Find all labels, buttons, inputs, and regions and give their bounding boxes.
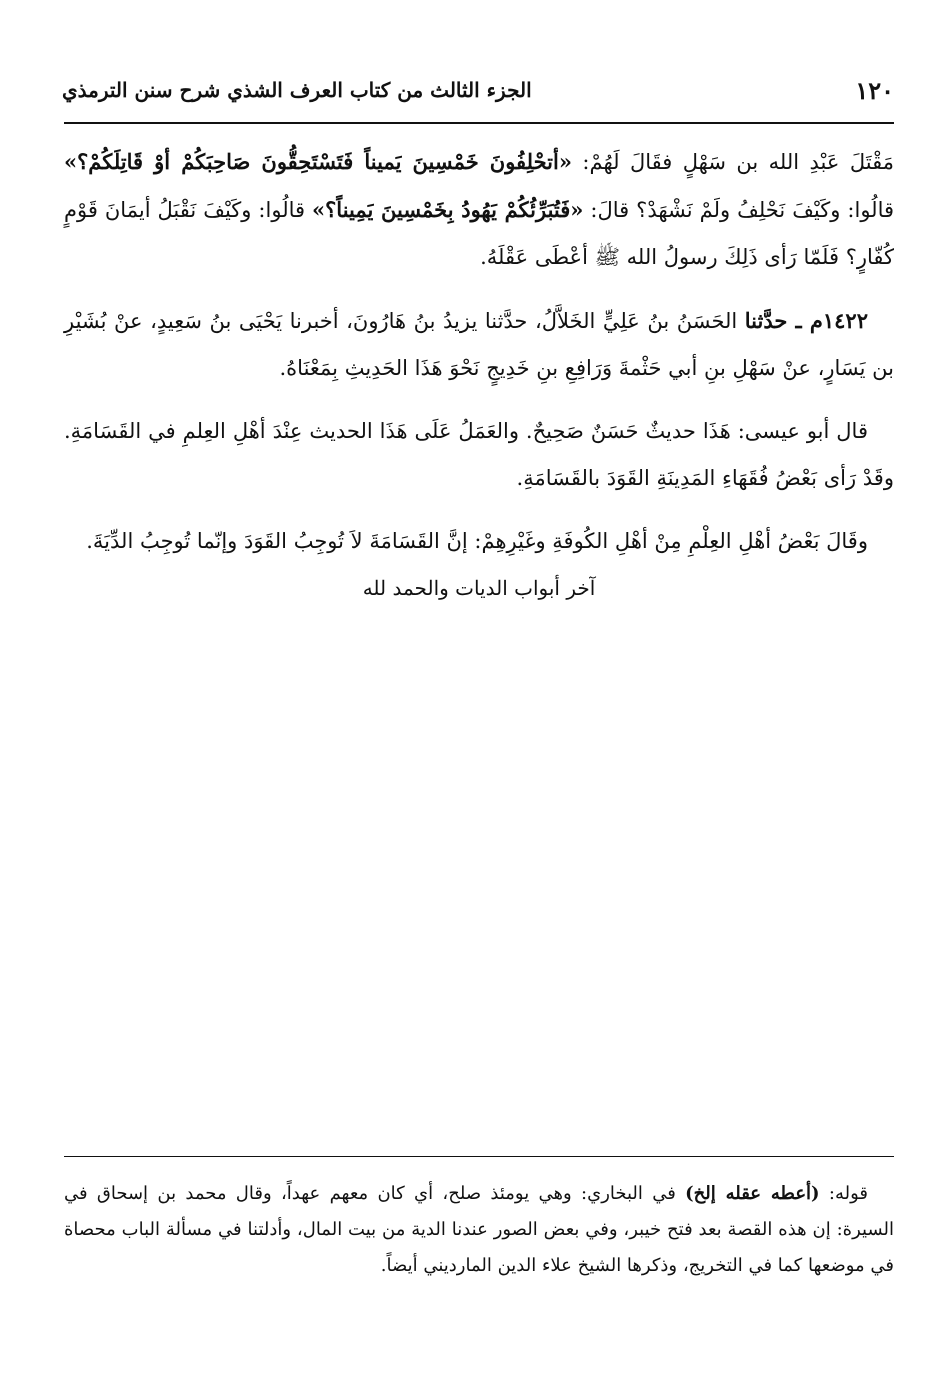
footnote-divider — [64, 1156, 894, 1157]
prophetic-quote-2: «فَتُبَرِّئُكُمْ يَهُودُ بِخَمْسِينَ يَمِيناً؟» — [312, 197, 584, 222]
hadith-chain: الحَسَنُ بنُ عَلِيٍّ الخَلاَّلُ، حدَّثنا يزيدُ بنُ هَارُونَ، أخبرنا يَحْيَى بنُ سَعِيدٍ، عنْ بُشَيْرِ بن يَسَارٍ، عنْ سَهْلِ بنِ أبي حَثْمةَ وَرَافِعِ بنِ خَدِيجٍ نَحْوَ هَذَا الحَدِيثِ بِمَعْنَاهُ. — [64, 309, 894, 380]
paragraph-hadith-text — [64, 138, 894, 281]
hadith-lead: مَقْتَلَ عَبْدِ الله بن سَهْلٍ فقَالَ لَهُمْ: — [571, 150, 894, 174]
main-text — [64, 138, 894, 581]
footnote-text: في البخاري: وهي يومئذ صلح، أي كان معهم عهداً، وقال محمد بن إسحاق في السيرة: إن هذه القصة بعد فتح خيبر، وفي بعض الصور عندنا الدية من بيت المال، وأدلتنا في مسألة الباب محصاة في موضعها كما في التخريج، وذكرها الشيخ علاء الدين المارديني أيضاً. — [64, 1183, 894, 1276]
footnote — [64, 1176, 894, 1284]
footnote-reference: (أعطه عقله إلخ) — [685, 1183, 820, 1204]
page-header — [62, 72, 894, 116]
paragraph-abu-isa: قال أبو عيسى: هَذَا حديثٌ حَسَنٌ صَحِيحٌ. والعَمَلُ عَلَى هَذَا الحديث عِنْدَ أهْلِ العِلمِ في القَسَامَةِ. وقَدْ رَأى بَعْضُ فُقَهَاءِ المَدِينَةِ القَوَدَ بالقَسَامَةِ. — [64, 419, 894, 490]
hadith-middle: قالُوا: وكَيْفَ نَحْلِفُ ولَمْ نَشْهَدْ؟ قالَ: — [583, 198, 895, 222]
hadith-tail: قالُوا: وكَيْفَ نَقْبَلُ أيمَانَ قَوْمٍ كُفّارٍ؟ فَلَمّا رَأى ذَلِكَ رسولُ الله ﷺ أعْطَى عَقْلَهُ. — [64, 198, 894, 269]
chapter-closing: آخر أبواب الديات والحمد لله — [362, 576, 596, 600]
page-number: ١٢٠ — [855, 76, 894, 105]
paragraph-hadith-1422 — [64, 297, 894, 392]
paragraph-kufa-opinion: وقَالَ بَعْضُ أهْلِ العِلْمِ مِنْ أهْلِ الكُوفَةِ وغَيْرِهِمْ: إنَّ القَسَامَةَ لاَ تُوجِبُ القَوَدَ وإنّما تُوجِبُ الدِّيَةَ. — [86, 529, 868, 553]
prophetic-quote-1: «أتحْلِفُونَ خَمْسِينَ يَميناً فَتَسْتَحِقُّونَ صَاحِبَكُمْ أوْ قَاتِلَكُمْ؟» — [64, 149, 572, 174]
header-divider — [64, 122, 894, 124]
running-title: الجزء الثالث من كتاب العرف الشذي شرح سنن الترمذي — [62, 78, 532, 102]
footnote-lead: قوله: — [819, 1183, 868, 1204]
hadith-number: ١٤٢٢م ـ حدَّثنا — [744, 308, 868, 333]
